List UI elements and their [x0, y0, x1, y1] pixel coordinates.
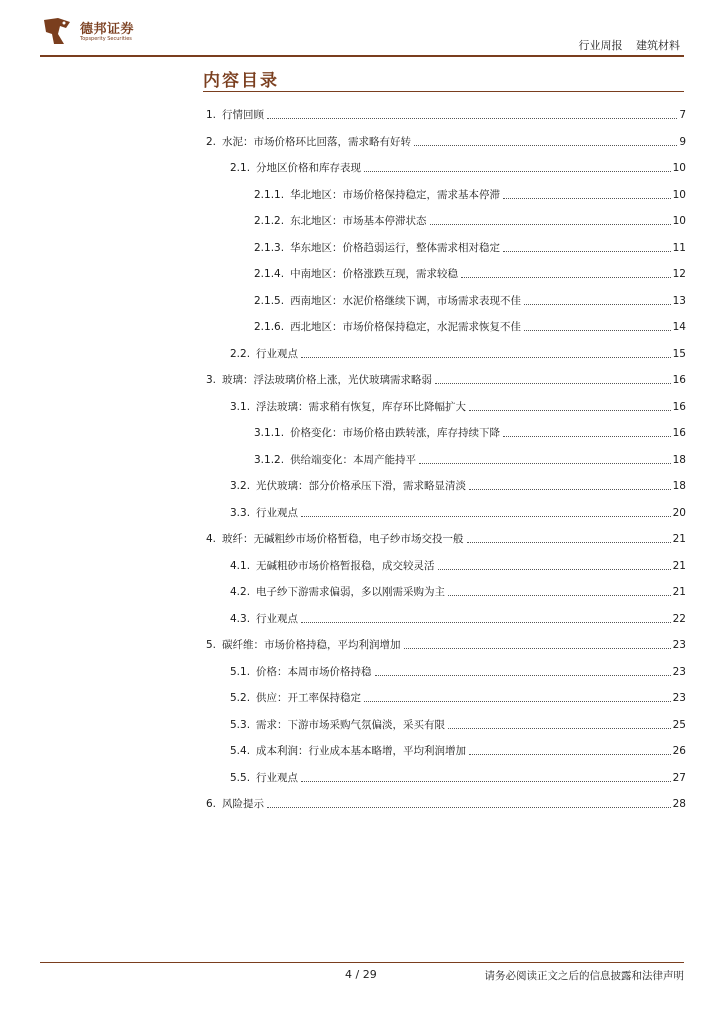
toc-entry-number: 5.2. [230, 692, 251, 704]
toc-entry[interactable] [254, 449, 686, 467]
toc-entry[interactable] [254, 210, 686, 228]
toc-dot-leader [267, 807, 671, 808]
toc-dot-leader [448, 728, 671, 729]
toc-dot-leader [438, 569, 671, 570]
logo-mark-icon [40, 14, 74, 48]
toc-entry[interactable] [206, 528, 686, 546]
toc-entry-number: 3.2. [230, 480, 251, 492]
toc-entry-page: 14 [672, 321, 686, 333]
report-category [579, 37, 681, 53]
report-sector: 建筑材料 [636, 39, 680, 52]
toc-entry-page: 18 [672, 480, 686, 492]
toc-entry[interactable] [254, 263, 686, 281]
toc-entry-number: 4. [206, 533, 217, 545]
toc-dot-leader [404, 648, 671, 649]
toc-entry-number: 5.4. [230, 745, 251, 757]
toc-entry-title: 价格变化：市场价格由跌转涨，库存持续下降 [290, 427, 501, 439]
toc-dot-leader [469, 410, 671, 411]
toc-entry-page: 16 [672, 400, 686, 413]
toc-entry-page: 10 [672, 188, 686, 201]
logo-chinese-name: 德邦证券 [80, 22, 135, 37]
toc-entry-title: 华北地区：市场价格保持稳定，需求基本停滞 [290, 188, 501, 201]
toc-entry-page: 28 [672, 798, 686, 810]
toc-entry-title: 分地区价格和库存表现 [256, 162, 362, 174]
toc-entry-number: 2.1. [230, 162, 251, 174]
toc-entry[interactable] [230, 767, 686, 785]
toc-entry-title: 行业观点 [256, 347, 299, 360]
toc-entry-title: 无碱粗砂市场价格暂报稳，成交较灵活 [256, 559, 435, 572]
toc-dot-leader [430, 224, 671, 225]
toc-entry-number: 2.1.2. [254, 215, 285, 227]
toc-entry-title: 行业观点 [256, 506, 299, 519]
disclaimer-note: 请务必阅读正文之后的信息披露和法律声明 [484, 970, 684, 982]
toc-dot-leader [375, 675, 671, 676]
page-number: 4 / 29 [345, 968, 377, 981]
toc-entry-number: 2.1.4. [254, 268, 285, 280]
toc-entry[interactable] [230, 714, 686, 732]
toc-dot-leader [435, 383, 671, 384]
toc-dot-leader [364, 701, 671, 702]
toc-entry-title: 玻璃：浮法玻璃价格上涨，光伏玻璃需求略弱 [222, 374, 433, 386]
toc-entry[interactable] [230, 661, 686, 679]
toc-dot-leader [524, 304, 671, 305]
toc-entry-page: 12 [672, 268, 686, 280]
toc-entry-title: 浮法玻璃：需求稍有恢复，库存环比降幅扩大 [256, 400, 467, 413]
toc-entry[interactable] [254, 184, 686, 202]
toc-entry-page: 23 [672, 639, 686, 651]
toc-entry[interactable] [230, 740, 686, 758]
toc-entry-title: 光伏玻璃：部分价格承压下滑，需求略显清淡 [256, 480, 467, 492]
toc-entry-page: 23 [672, 692, 686, 704]
toc-dot-leader [364, 171, 671, 172]
toc-dot-leader [467, 542, 671, 543]
toc-dot-leader [461, 277, 671, 278]
toc-entry-title: 电子纱下游需求偏弱，多以刚需采购为主 [256, 586, 446, 598]
toc-entry[interactable] [206, 104, 686, 122]
toc-dot-leader [503, 251, 671, 252]
toc-entry-page: 18 [672, 453, 686, 466]
header-divider [40, 55, 684, 57]
toc-entry-number: 2.2. [230, 347, 251, 360]
toc-entry-title: 西南地区：水泥价格继续下调，市场需求表现不佳 [290, 294, 522, 307]
toc-entry[interactable] [206, 793, 686, 811]
toc-entry-number: 5.1. [230, 665, 251, 678]
toc-entry-page: 21 [672, 586, 686, 598]
toc-entry-page: 21 [672, 559, 686, 572]
toc-entry[interactable] [230, 502, 686, 520]
toc-entry-number: 4.1. [230, 559, 251, 572]
toc-entry[interactable] [230, 581, 686, 599]
toc-entry-title: 东北地区：市场基本停滞状态 [290, 215, 427, 227]
toc-entry-page: 22 [672, 612, 686, 625]
toc-entry-title: 供给端变化：本周产能持平 [290, 453, 417, 466]
toc-entry-title: 价格：本周市场价格持稳 [256, 665, 372, 678]
toc-entry-title: 水泥：市场价格环比回落，需求略有好转 [222, 135, 412, 148]
toc-dot-leader [469, 489, 671, 490]
toc-entry-number: 2.1.6. [254, 321, 285, 333]
toc-entry-number: 3.1.2. [254, 453, 285, 466]
toc-entry-page: 23 [672, 665, 686, 678]
report-type: 行业周报 [578, 39, 623, 52]
toc-entry-title: 行业观点 [256, 771, 299, 784]
toc-entry-page: 16 [672, 374, 686, 386]
toc-entry-number: 5. [206, 639, 217, 651]
toc-title: 内容目录 [203, 71, 279, 91]
page-header [0, 0, 724, 60]
toc-entry-page: 21 [672, 533, 686, 545]
toc-entry-title: 行业观点 [256, 612, 299, 625]
toc-entry-number: 4.2. [230, 586, 251, 598]
toc-entry-number: 2.1.1. [254, 188, 285, 201]
toc-entry-number: 2.1.3. [254, 241, 285, 254]
toc-entry-number: 2. [206, 135, 217, 148]
toc-entry-page: 10 [672, 162, 686, 174]
toc-entry-number: 4.3. [230, 612, 251, 625]
toc-dot-leader [301, 622, 671, 623]
toc-entry-page: 27 [672, 771, 686, 784]
toc-dot-leader [301, 781, 671, 782]
toc-entry-page: 15 [672, 347, 686, 360]
toc-entry-number: 5.3. [230, 718, 251, 731]
toc-dot-leader [503, 198, 671, 199]
toc-entry[interactable] [206, 634, 686, 652]
logo-english-name: Topsperity Securities [80, 36, 132, 42]
toc-entry-number: 3.1.1. [254, 427, 285, 439]
toc-entry-page: 16 [672, 427, 686, 439]
toc-entry-title: 供应：开工率保持稳定 [256, 692, 362, 704]
toc-entry-title: 行情回顾 [222, 109, 265, 121]
toc-entry[interactable] [230, 687, 686, 705]
toc-entry[interactable] [230, 343, 686, 361]
toc-entry-number: 6. [206, 798, 217, 810]
company-logo [40, 14, 160, 50]
toc-entry-title: 华东地区：价格趋弱运行，整体需求相对稳定 [290, 241, 501, 254]
toc-entry-title: 需求：下游市场采购气氛偏淡，采买有限 [256, 718, 446, 731]
toc-dot-leader [419, 463, 671, 464]
toc-entry[interactable] [206, 131, 686, 149]
toc-dot-leader [469, 754, 671, 755]
toc-entry[interactable] [254, 290, 686, 308]
toc-entry-page: 26 [672, 745, 686, 757]
toc-dot-leader [267, 118, 677, 119]
toc-entry-page: 25 [672, 718, 686, 731]
toc-entry[interactable] [230, 475, 686, 493]
toc-entry[interactable] [230, 157, 686, 175]
toc-dot-leader [414, 145, 677, 146]
toc-entry-number: 1. [206, 109, 217, 121]
title-divider [203, 91, 684, 92]
toc-entry[interactable] [254, 316, 686, 334]
toc-entry-number: 2.1.5. [254, 294, 285, 307]
toc-entry-page: 11 [672, 241, 686, 254]
toc-entry-title: 碳纤维：市场价格持稳，平均利润增加 [222, 639, 401, 651]
toc-entry-title: 成本利润：行业成本基本略增，平均利润增加 [256, 745, 467, 757]
toc-entry-title: 风险提示 [222, 798, 265, 810]
toc-dot-leader [301, 357, 671, 358]
toc-entry-title: 西北地区：市场价格保持稳定，水泥需求恢复不佳 [290, 321, 522, 333]
footer-divider [40, 962, 684, 963]
toc-entry-number: 3.1. [230, 400, 251, 413]
toc-entry-page: 20 [672, 506, 686, 519]
toc-entry-number: 3.3. [230, 506, 251, 519]
toc-entry[interactable] [254, 237, 686, 255]
toc-entry[interactable] [206, 369, 686, 387]
toc-entry-page: 9 [679, 135, 686, 148]
toc-entry-page: 13 [672, 294, 686, 307]
toc-entry[interactable] [254, 422, 686, 440]
toc-entry[interactable] [230, 555, 686, 573]
toc-entry-title: 玻纤：无碱粗纱市场价格暂稳，电子纱市场交投一般 [222, 533, 464, 545]
toc-dot-leader [301, 516, 671, 517]
toc-entry-page: 7 [679, 109, 686, 121]
toc-entry-number: 5.5. [230, 771, 251, 784]
toc-entry-number: 3. [206, 374, 217, 386]
toc-entry[interactable] [230, 396, 686, 414]
toc-entry[interactable] [230, 608, 686, 626]
toc-dot-leader [448, 595, 671, 596]
toc-entry-title: 中南地区：价格涨跌互现，需求较稳 [290, 268, 459, 280]
toc-entry-page: 10 [672, 215, 686, 227]
toc-dot-leader [524, 330, 671, 331]
toc-dot-leader [503, 436, 671, 437]
